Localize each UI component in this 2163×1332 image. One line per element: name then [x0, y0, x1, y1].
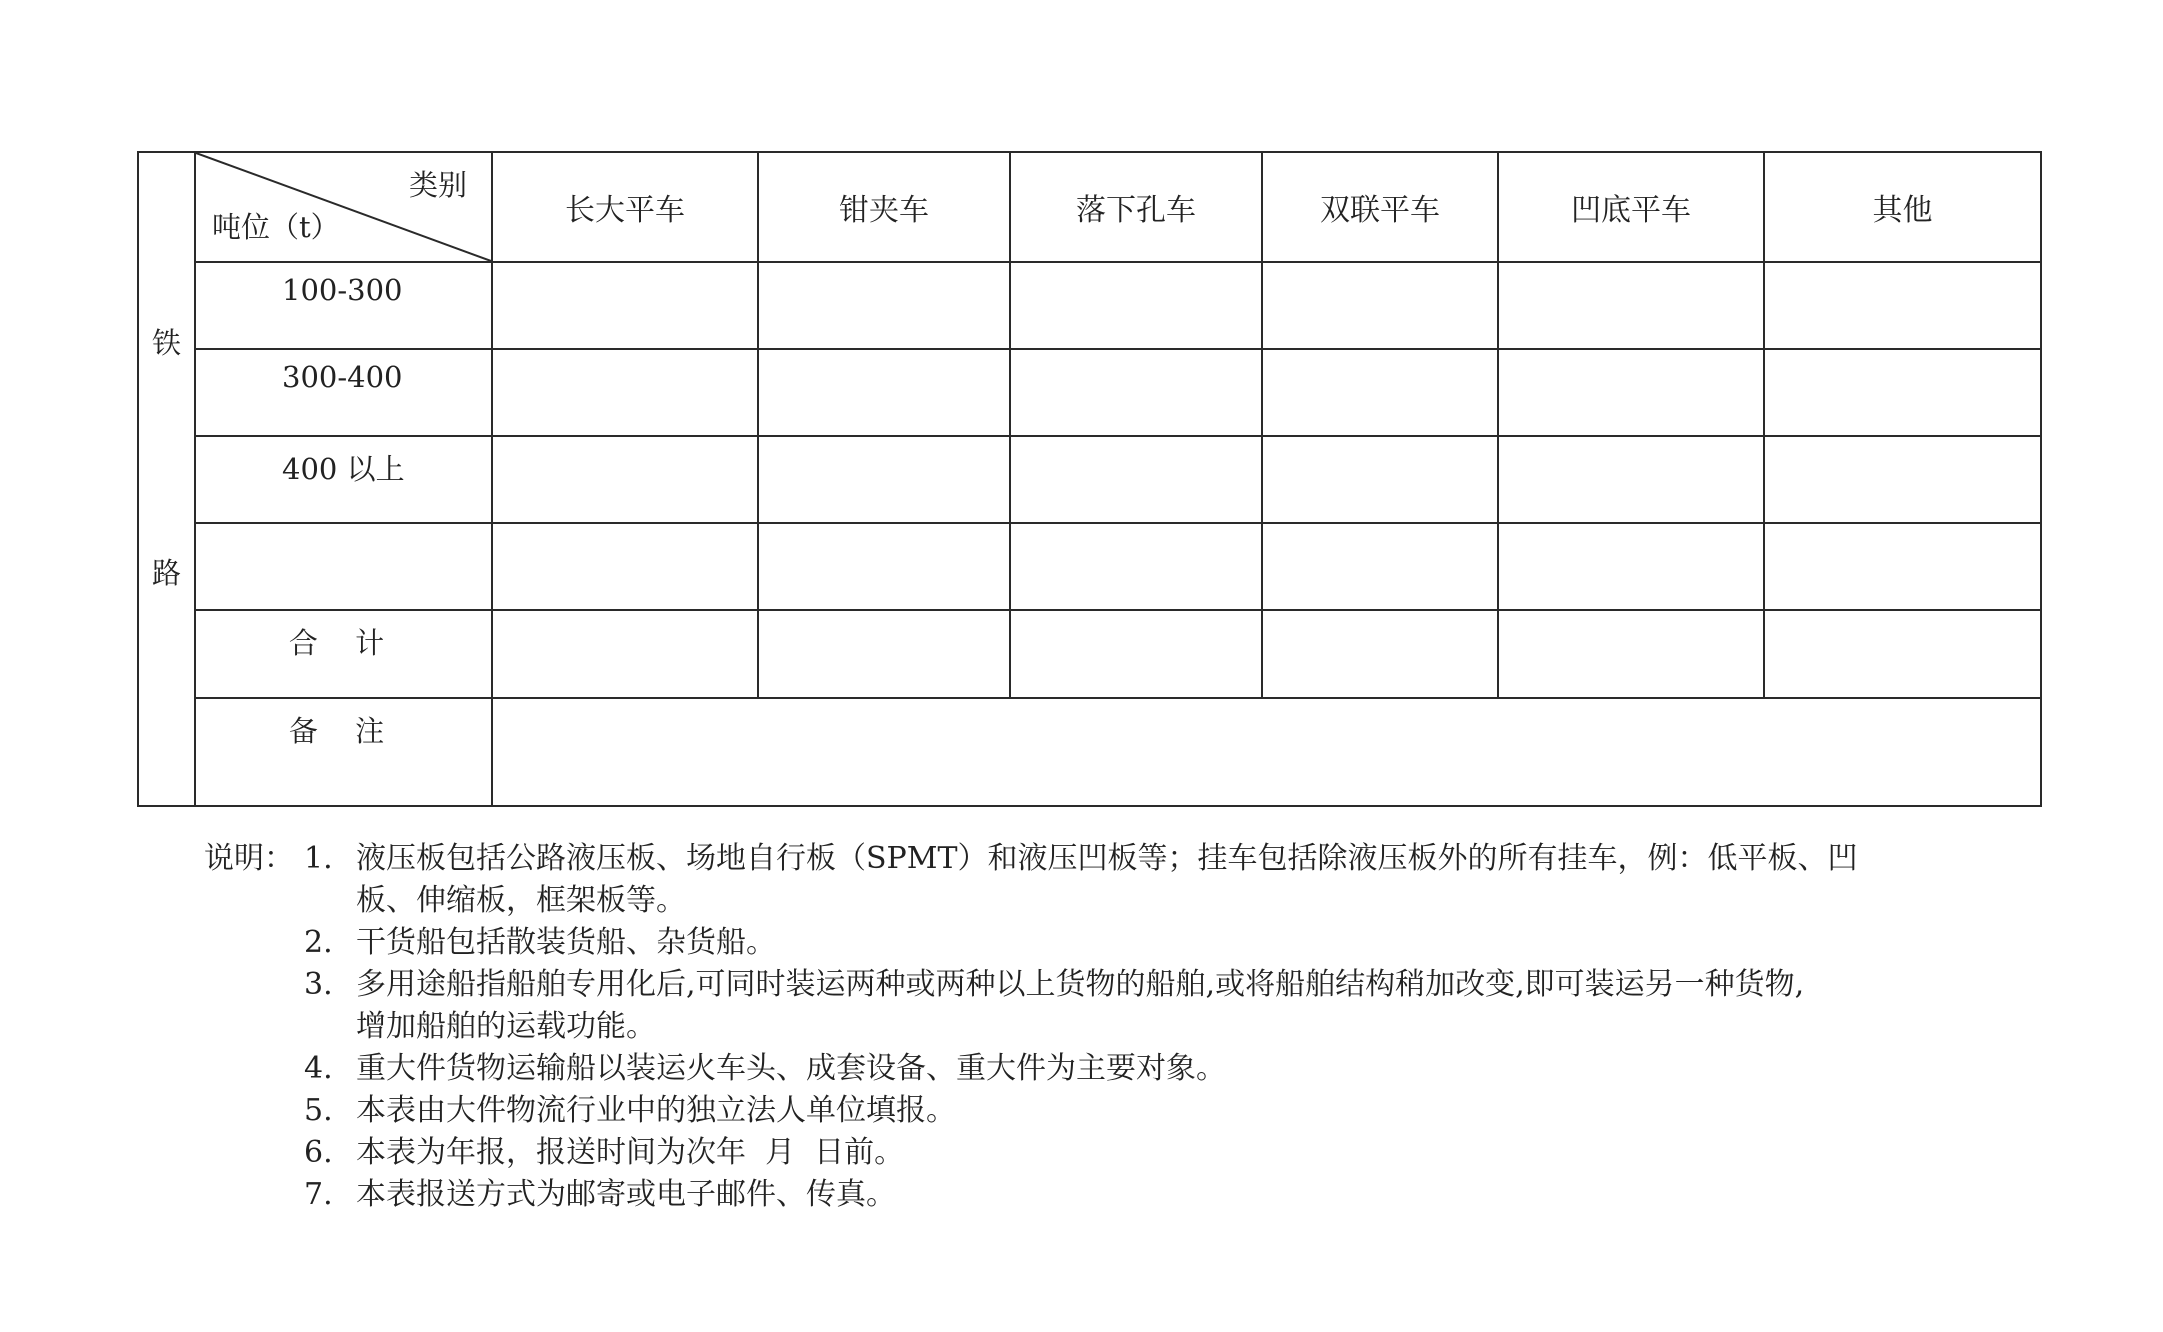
data-cell[interactable] — [1498, 262, 1764, 349]
table-row — [138, 262, 2041, 349]
note-line: 干货船包括散装货船、杂货船。 — [356, 925, 776, 960]
statistics-form-table — [137, 151, 2042, 807]
row-label: 100-300 — [195, 262, 492, 349]
note-number: 2. — [304, 925, 333, 960]
data-cell[interactable] — [1262, 610, 1498, 698]
note-number: 1. — [304, 841, 333, 876]
note-item — [204, 1090, 2024, 1132]
note-line: 液压板包括公路液压板、场地自行板（SPMT）和液压凹板等；挂车包括除液压板外的所有挂车，例：低平板、凹 — [356, 841, 1858, 876]
column-header: 双联平车 — [1262, 152, 1498, 262]
tonnage-label: 吨位（t） — [212, 210, 340, 244]
side-label-railway — [138, 152, 195, 806]
note-line: 本表为年报，报送时间为次年 月 日前。 — [356, 1135, 905, 1170]
note-text — [356, 964, 2024, 1048]
data-cell[interactable] — [1262, 523, 1498, 610]
data-cell[interactable] — [492, 349, 758, 436]
data-cell[interactable] — [492, 610, 758, 698]
note-item — [204, 1132, 2024, 1174]
note-number: 6. — [304, 1135, 333, 1170]
total-row — [138, 610, 2041, 698]
note-item — [204, 922, 2024, 964]
side-char-2: 路 — [151, 556, 181, 590]
data-cell[interactable] — [758, 349, 1010, 436]
column-header: 其他 — [1764, 152, 2041, 262]
note-number: 4. — [304, 1051, 333, 1086]
data-cell[interactable] — [1764, 262, 2041, 349]
row-label — [195, 523, 492, 610]
side-char-1: 铁 — [151, 326, 181, 360]
note-item — [204, 838, 2024, 922]
data-cell[interactable] — [1010, 262, 1262, 349]
data-cell[interactable] — [492, 436, 758, 523]
notes-prefix: 说明： — [204, 841, 294, 876]
data-cell[interactable] — [1010, 436, 1262, 523]
remarks-label: 备 注 — [195, 698, 492, 806]
note-number: 7. — [304, 1177, 333, 1212]
row-label: 300-400 — [195, 349, 492, 436]
note-line: 本表报送方式为邮寄或电子邮件、传真。 — [356, 1177, 896, 1212]
data-cell[interactable] — [1764, 610, 2041, 698]
data-cell[interactable] — [1262, 436, 1498, 523]
data-cell[interactable] — [1262, 262, 1498, 349]
data-cell[interactable] — [1010, 523, 1262, 610]
diagonal-header-cell — [195, 152, 492, 262]
note-item — [204, 1174, 2024, 1216]
note-line: 增加船舶的运载功能。 — [356, 1009, 656, 1044]
data-cell[interactable] — [1010, 610, 1262, 698]
data-cell[interactable] — [1764, 349, 2041, 436]
data-cell[interactable] — [1498, 349, 1764, 436]
column-header: 长大平车 — [492, 152, 758, 262]
data-cell[interactable] — [758, 610, 1010, 698]
note-text — [356, 1090, 2024, 1132]
data-cell[interactable] — [758, 436, 1010, 523]
notes-section — [204, 838, 2024, 1216]
data-cell[interactable] — [1498, 436, 1764, 523]
data-cell[interactable] — [1498, 610, 1764, 698]
column-header: 落下孔车 — [1010, 152, 1262, 262]
data-cell[interactable] — [1498, 523, 1764, 610]
note-number: 5. — [304, 1093, 333, 1128]
note-item — [204, 1048, 2024, 1090]
data-cell[interactable] — [1262, 349, 1498, 436]
note-text — [356, 838, 2024, 922]
table-row — [138, 523, 2041, 610]
data-cell[interactable] — [492, 262, 758, 349]
note-text — [356, 922, 2024, 964]
category-label: 类别 — [408, 168, 467, 202]
note-line: 重大件货物运输船以装运火车头、成套设备、重大件为主要对象。 — [356, 1051, 1226, 1086]
note-text — [356, 1132, 2024, 1174]
data-cell[interactable] — [1010, 349, 1262, 436]
note-line: 本表由大件物流行业中的独立法人单位填报。 — [356, 1093, 956, 1128]
row-label: 400 以上 — [195, 436, 492, 523]
remarks-row — [138, 698, 2041, 806]
data-cell[interactable] — [758, 262, 1010, 349]
table-row — [138, 436, 2041, 523]
note-number: 3. — [304, 967, 333, 1002]
column-header: 钳夹车 — [758, 152, 1010, 262]
table-row — [138, 349, 2041, 436]
total-label: 合 计 — [195, 610, 492, 698]
remarks-cell[interactable] — [492, 698, 2041, 806]
data-cell[interactable] — [1764, 436, 2041, 523]
note-line: 板、伸缩板，框架板等。 — [356, 883, 686, 918]
data-cell[interactable] — [1764, 523, 2041, 610]
data-cell[interactable] — [758, 523, 1010, 610]
note-line: 多用途船指船舶专用化后,可同时装运两种或两种以上货物的船舶,或将船舶结构稍加改变,即可装运另一种货物, — [356, 967, 1805, 1002]
note-item — [204, 964, 2024, 1048]
column-header: 凹底平车 — [1498, 152, 1764, 262]
data-cell[interactable] — [492, 523, 758, 610]
note-text — [356, 1174, 2024, 1216]
note-text — [356, 1048, 2024, 1090]
